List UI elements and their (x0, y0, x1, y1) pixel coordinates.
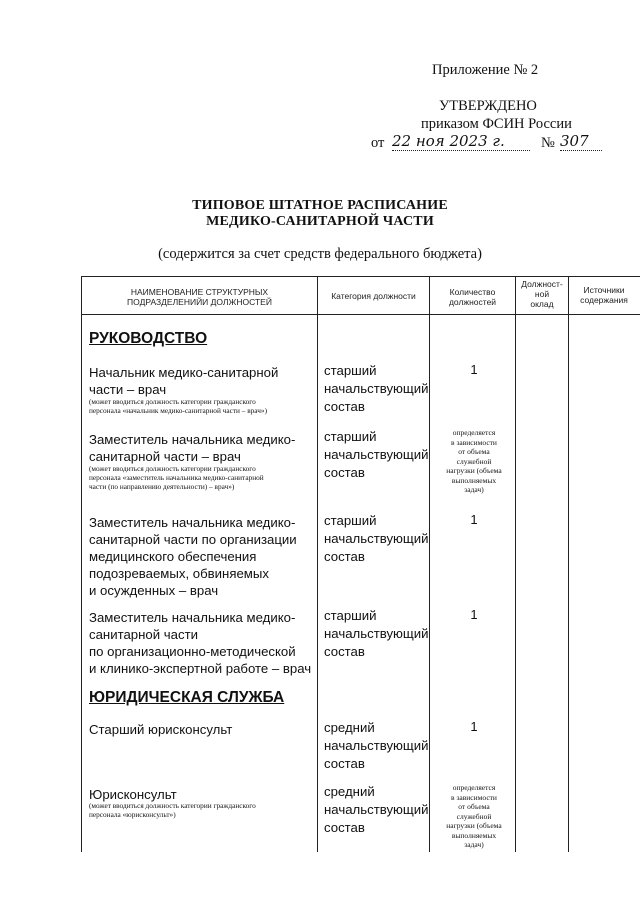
order-number: 307 (560, 132, 602, 151)
table-header-bottom-border (81, 314, 640, 315)
from-label: от (371, 135, 385, 151)
header-name: НАИМЕНОВАНИЕ СТРУКТУРНЫХ ПОДРАЗДЕЛЕНИЙИ ДОЛЖНОСТЕЙ (127, 287, 272, 307)
section-title-management: РУКОВОДСТВО (89, 330, 208, 347)
position-name: Старший юрисконсульт (89, 722, 233, 737)
position-category: средний начальствующий состав (324, 720, 429, 771)
position-category: старший начальствующий состав (324, 608, 429, 659)
section-title-legal: ЮРИДИЧЕСКАЯ СЛУЖБА (89, 689, 285, 706)
position-name: Начальник медико-санитарной части – врач (89, 365, 279, 397)
position-name: Заместитель начальника медико- санитарной части по организационно-методической и клинико-экспертной работе – врач (89, 610, 312, 676)
position-note: (может вводиться должность категории гражданского персонала «начальник медико-санитарной части – врач») (89, 397, 267, 415)
document-title-line1: ТИПОВОЕ ШТАТНОЕ РАСПИСАНИЕ (192, 198, 448, 213)
order-date: 22 ноя 2023 г. (392, 132, 530, 151)
header-salary: Должност- ной оклад (521, 279, 563, 309)
position-name: Заместитель начальника медико- санитарной части – врач (89, 432, 296, 464)
position-quantity: 1 (470, 362, 478, 377)
position-quantity: определяется в зависимости от объема служебной нагрузки (объема выполняемых задач) (446, 783, 502, 849)
position-quantity: 1 (470, 607, 478, 622)
position-category: старший начальствующий состав (324, 513, 429, 564)
number-label: № (541, 135, 555, 151)
appendix-label: Приложение № 2 (432, 62, 539, 78)
document-title-line2: МЕДИКО-САНИТАРНОЙ ЧАСТИ (206, 214, 434, 229)
header-sources: Источники содержания (580, 285, 628, 305)
position-category: старший начальствующий состав (324, 363, 429, 414)
position-category: старший начальствующий состав (324, 429, 429, 480)
header-category: Категория должности (331, 291, 416, 301)
approved-label: УТВЕРЖДЕНО (439, 98, 537, 114)
position-name: Юрисконсульт (89, 787, 177, 802)
position-name: Заместитель начальника медико- санитарной части по организации медицинского обеспечения подозреваемых, обвиняемых и осужденных – врач (89, 515, 297, 598)
position-note: (может вводиться должность категории гражданского персонала «юрисконсульт») (89, 801, 256, 819)
table-top-border (81, 276, 640, 277)
position-quantity: определяется в зависимости от объема служебной нагрузки (объема выполняемых задач) (446, 428, 502, 494)
header-quantity: Количество должностей (448, 287, 497, 307)
position-note: (может вводиться должность категории гражданского персонала «заместитель начальника медико-санитарной части (по направлению деятельности) – врач») (89, 464, 264, 491)
order-by-label: приказом ФСИН России (421, 116, 572, 132)
col-border-2 (429, 276, 430, 852)
col-border-4 (568, 276, 569, 852)
col-border-1 (317, 276, 318, 852)
position-category: средний начальствующий состав (324, 784, 429, 835)
position-quantity: 1 (470, 512, 478, 527)
document-subtitle: (содержится за счет средств федерального бюджета) (158, 246, 482, 262)
position-quantity: 1 (470, 719, 478, 734)
col-border-0 (81, 276, 82, 852)
